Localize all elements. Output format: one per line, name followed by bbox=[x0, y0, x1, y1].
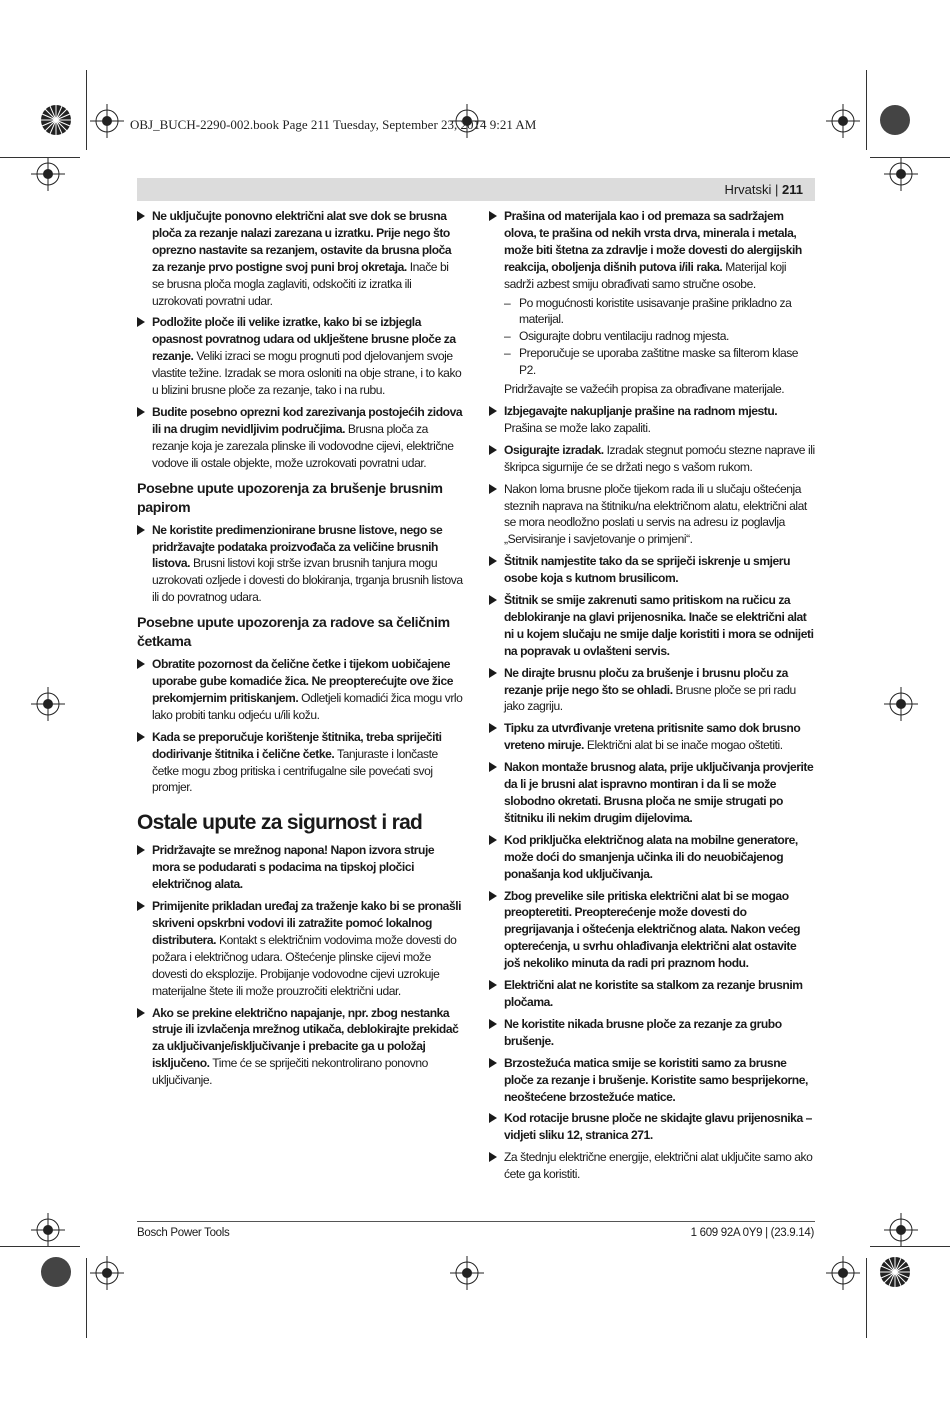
warning-text: Zbog prevelike sile pritiska električni alat bi se mogao preopteretiti. Preopterećenje može dovesti do pregrijavanja i oštećenja električnog alata. Nakon većeg opterećenja, u svrhu ohlađivanja električni alat ostavite još nekoliko minuta da radi pri praznom hodu. bbox=[504, 888, 801, 971]
crosshair-mark-bottom-1 bbox=[90, 1256, 124, 1290]
crosshair-mark-right-3 bbox=[884, 1213, 918, 1247]
warning-text: Tipku za utvrđivanje vretena pritisnite samo dok brusno vreteno miruje. bbox=[504, 721, 801, 753]
warning-text: Nakon montaže brusnog alata, prije uključivanja provjerite da li je brusni alat ispravno montiran i da li se može slobodno okretati. Brusna ploča ne smije strugati po štitniku ili nekim drugim dijelovima. bbox=[504, 760, 814, 825]
body-text: Time će se spriječiti nekontrolirano ponovno uključivanje. bbox=[152, 1056, 428, 1088]
triangle-bullet-icon bbox=[489, 445, 497, 455]
body-text: Materijal koji sadrži azbest smiju obrađivati samo stručne osobe. bbox=[504, 259, 787, 291]
body-text: Prašina se može lako zapaliti. bbox=[504, 420, 651, 435]
body-text: Brusna ploča za rezanje koja je zarezala plinske ili vodovodne cijevi, električne vodove ili ostale objekte, može uzrokovati povratni udar. bbox=[152, 421, 454, 470]
list-item bbox=[489, 442, 815, 476]
crop-line bbox=[86, 70, 87, 150]
dash-mark: – bbox=[504, 329, 511, 344]
crosshair-mark-bottom-2 bbox=[450, 1256, 484, 1290]
list-item bbox=[137, 1005, 463, 1090]
crop-line bbox=[866, 1258, 867, 1338]
warning-text: Ne uključujte ponovno električni alat sve dok se brusna ploča za rezanje nalazi zarezana u izratku. Prije nego što oprezno nastavite sa rezanjem, ostavite da brusna ploča za rezanje prvo postigne svoj puni broj okretaja. bbox=[152, 209, 452, 274]
triangle-bullet-icon bbox=[489, 1019, 497, 1029]
list-item bbox=[137, 898, 463, 999]
list-item bbox=[489, 759, 815, 827]
page-number: 211 bbox=[782, 182, 803, 197]
dash-item bbox=[489, 295, 815, 329]
triangle-bullet-icon bbox=[489, 723, 497, 733]
warning-text: Štitnik se smije zakrenuti samo pritiskom na ručicu za deblokiranje na glavi prijenosnika. Inače se električni alat ni u kojem slučaju ne smije dalje koristiti i mora se odnijeti na popravak u ovlašteni servis. bbox=[504, 593, 814, 658]
body-text: Osigurajte dobru ventilaciju radnog mjesta. bbox=[519, 329, 729, 344]
triangle-bullet-icon bbox=[137, 407, 145, 417]
warning-text: Podložite ploče ili velike izratke, kako bi se izbjegla opasnost povratnog udara od uklještene brusne ploče za rezanje. bbox=[152, 315, 456, 364]
triangle-bullet-icon bbox=[489, 762, 497, 772]
triangle-bullet-icon bbox=[489, 595, 497, 605]
triangle-bullet-icon bbox=[489, 835, 497, 845]
warning-text: Brzostežuća matica smije se koristiti samo za brusne ploče za rezanje i brušenje. Koristite samo besprijekorne, neoštećene brzostežuće matice. bbox=[504, 1055, 808, 1104]
crosshair-mark-top-1 bbox=[90, 104, 124, 138]
body-text: Preporučuje se uporaba zaštitne maske sa filterom klase P2. bbox=[519, 346, 799, 378]
warning-text: Ne dirajte brusnu ploču za brušenje i brusnu ploču za rezanje prije nego što se ohladi. bbox=[504, 665, 788, 697]
crosshair-mark-bottom-3 bbox=[826, 1256, 860, 1290]
dash-mark: – bbox=[504, 295, 511, 310]
page-header bbox=[724, 178, 815, 201]
warning-text: Budite posebno oprezni kod zarezivanja postojećih zidova ili na drugim nevidljivim područjima. bbox=[152, 404, 463, 436]
list-item bbox=[489, 208, 815, 293]
crop-line bbox=[870, 157, 950, 158]
list-item bbox=[137, 314, 463, 399]
triangle-bullet-icon bbox=[489, 406, 497, 416]
crosshair-mark-top-3 bbox=[826, 104, 860, 138]
warning-text: Kod rotacije brusne ploče ne skidajte glavu prijenosnika – vidjeti sliku 12, stranica 271. bbox=[504, 1111, 812, 1143]
body-text: Odletjeli komadići žica mogu vrlo lako probiti tanku odjeću u/ili kožu. bbox=[152, 690, 463, 722]
warning-text: Izbjegavajte nakupljanje prašine na radnom mjestu. bbox=[504, 403, 778, 418]
body-text: Tanjuraste i lončaste četke mogu zbog pritiska i centrifugalne sile povećati svoj promjer. bbox=[152, 746, 438, 795]
body-text: Izradak stegnut pomoću stezne naprave ili škripca sigurnije će se držati nego s vašom rukom. bbox=[504, 442, 815, 474]
registration-mark-top-right bbox=[879, 104, 911, 136]
print-header: OBJ_BUCH-2290-002.book Page 211 Tuesday, September 23, 2014 9:21 AM bbox=[130, 117, 537, 132]
body-text: Za štednju električne energije, električni alat uključite samo ako ćete ga koristiti. bbox=[504, 1150, 813, 1182]
list-item bbox=[489, 403, 815, 437]
triangle-bullet-icon bbox=[489, 1058, 497, 1068]
body-text: Nakon loma brusne ploče tijekom rada ili u slučaju oštećenja steznih naprava na štitniku/na električnom alatu, električni alat se mora neodložno poslati u servis na adresu iz poglavlja „Servisiranje i savjetovanje o primjeni“. bbox=[504, 481, 807, 547]
triangle-bullet-icon bbox=[137, 845, 145, 855]
warning-text: Štitnik namjestite tako da se spriječi iskrenje u smjeru osobe koja s kutnom brusilicom. bbox=[504, 554, 791, 586]
registration-mark-bottom-left bbox=[40, 1256, 72, 1288]
footer-brand: Bosch Power Tools bbox=[137, 1227, 230, 1239]
crop-line bbox=[0, 157, 80, 158]
dash-item bbox=[489, 345, 815, 379]
body-text: Električni alat bi se inače mogao oštetiti. bbox=[583, 738, 783, 753]
triangle-bullet-icon bbox=[489, 668, 497, 678]
warning-text: Ne koristite predimenzionirane brusne listove, nego se pridržavajte podataka proizvođača za veličine brusnih listova. bbox=[152, 522, 443, 571]
body-text: Inače bi se brusna ploča mogla zaglaviti, odskočiti iz izratka ili uzrokovati povratni udar. bbox=[152, 259, 449, 308]
dash-item bbox=[489, 328, 815, 345]
body-text: Veliki izraci se mogu prognuti pod djelovanjem svoje vlastite težine. Izradak se mora osloniti na obje strane, i to kako u blizini brusne ploče za rezanje, tako i na rubu. bbox=[152, 349, 462, 398]
list-item bbox=[489, 1055, 815, 1106]
crosshair-mark-right-1 bbox=[884, 157, 918, 191]
list-item bbox=[489, 665, 815, 716]
list-item bbox=[137, 656, 463, 724]
header-separator: | bbox=[771, 182, 783, 197]
dash-mark: – bbox=[504, 346, 511, 361]
footer-divider bbox=[137, 1221, 815, 1222]
list-item bbox=[137, 404, 463, 472]
triangle-bullet-icon bbox=[137, 211, 145, 221]
list-item bbox=[489, 888, 815, 973]
body-text: Brusni listovi koji strše izvan brusnih tanjura mogu uzrokovati ozljede i dovesti do blokiranja, trganja brusnih listova ili do povratnog udara. bbox=[152, 556, 463, 605]
crosshair-mark-left-3 bbox=[31, 1213, 65, 1247]
list-item bbox=[489, 1149, 815, 1183]
triangle-bullet-icon bbox=[137, 901, 145, 911]
triangle-bullet-icon bbox=[137, 732, 145, 742]
list-item bbox=[489, 553, 815, 587]
right-column bbox=[489, 208, 815, 1188]
warning-text: Kada se preporučuje korištenje štitnika, treba spriječiti dodirivanje štitnika i čelične četke. bbox=[152, 729, 442, 761]
crosshair-mark-left-1 bbox=[31, 157, 65, 191]
warning-text: Pridržavajte se mrežnog napona! Napon izvora struje mora se podudarati s podacima na tipskoj pločici električnog alata. bbox=[152, 843, 435, 892]
list-item bbox=[489, 1110, 815, 1144]
crop-line bbox=[870, 1246, 950, 1247]
warning-text: Ako se prekine električno napajanje, npr. zbog nestanka struje ili izvlačenja mrežnog utikača, deblokirajte prekidač za uključivanje/isključivanje i prebacite ga u položaj isključeno. bbox=[152, 1005, 459, 1071]
triangle-bullet-icon bbox=[489, 484, 497, 494]
triangle-bullet-icon bbox=[489, 211, 497, 221]
crop-line bbox=[0, 1246, 80, 1247]
crop-line bbox=[86, 1258, 87, 1338]
triangle-bullet-icon bbox=[137, 525, 145, 535]
list-item bbox=[489, 1016, 815, 1050]
list-item bbox=[489, 720, 815, 754]
left-column bbox=[137, 208, 463, 1094]
section-heading-sanding: Posebne upute upozorenja za brušenje brusnim papirom bbox=[137, 480, 443, 516]
triangle-bullet-icon bbox=[137, 659, 145, 669]
warning-text: Kod priključka električnog alata na mobilne generatore, može doći do smanjenja učinka ili do neuobičajenog ponašanja kod uključivanja. bbox=[504, 832, 798, 881]
warning-text: Električni alat ne koristite sa stalkom za rezanje brusnim pločama. bbox=[504, 978, 803, 1009]
crosshair-mark-left-2 bbox=[31, 687, 65, 721]
triangle-bullet-icon bbox=[489, 980, 497, 990]
warning-text: Primijenite prikladan uređaj za traženje kako bi se pronašli skriveni opskrbni vodovi ili zatražite pomoć lokalnog distributera. bbox=[152, 899, 462, 947]
list-item bbox=[489, 977, 815, 1011]
crosshair-mark-right-2 bbox=[884, 687, 918, 721]
warning-text: Ne koristite nikada brusne ploče za rezanje za grubo brušenje. bbox=[504, 1016, 782, 1048]
warning-text: Osigurajte izradak. bbox=[504, 442, 604, 457]
list-item bbox=[137, 208, 463, 309]
body-text: Kontakt s električnim vodovima može dovesti do požara i električnog udara. Oštećenje plinske cijevi može dovesti do eksplozije. Probijanje vodovodne cijevi uzrokuje materijalne štete ili može prouzročiti električni udar. bbox=[152, 932, 457, 998]
crop-line bbox=[866, 70, 867, 150]
list-item bbox=[489, 592, 815, 660]
triangle-bullet-icon bbox=[489, 1152, 497, 1162]
warning-text: Obratite pozornost da čelične četke i tijekom uobičajene uporabe gube komadiće žica. Ne preopterećujte ove žice prekomjernim pritiskanjem. bbox=[152, 657, 453, 705]
list-item bbox=[137, 842, 463, 893]
triangle-bullet-icon bbox=[489, 556, 497, 566]
registration-mark-top-left bbox=[40, 104, 72, 136]
triangle-bullet-icon bbox=[489, 891, 497, 901]
triangle-bullet-icon bbox=[137, 1008, 145, 1018]
list-item bbox=[137, 729, 463, 797]
triangle-bullet-icon bbox=[489, 1113, 497, 1123]
list-item bbox=[489, 832, 815, 883]
triangle-bullet-icon bbox=[137, 317, 145, 327]
list-item bbox=[137, 522, 463, 607]
body-text: Po mogućnosti koristite usisavanje prašine prikladno za materijal. bbox=[519, 295, 792, 327]
list-item bbox=[489, 481, 815, 549]
page-header-band bbox=[137, 178, 815, 201]
section-heading-brush: Posebne upute upozorenja za radove sa čeličnim četkama bbox=[137, 615, 450, 651]
header-language: Hrvatski bbox=[724, 182, 772, 197]
registration-mark-bottom-right bbox=[879, 1256, 911, 1288]
footer-doc-number: 1 609 92A 0Y9 | (23.9.14) bbox=[690, 1227, 814, 1239]
section-heading-other: Ostale upute za sigurnost i rad bbox=[137, 811, 423, 835]
body-text: Pridržavajte se važećih propisa za obrađivane materijale. bbox=[504, 382, 785, 397]
body-text: Brusne ploče se pri radu jako zagriju. bbox=[504, 682, 796, 714]
warning-text: Prašina od materijala kao i od premaza sa sadržajem olova, te prašina od nekih vrsta drva, minerala i metala, može biti štetna za zdravlje i može dovesti do alergijskih reakcija, oboljenja dišnih putova i/ili raka. bbox=[504, 209, 802, 274]
